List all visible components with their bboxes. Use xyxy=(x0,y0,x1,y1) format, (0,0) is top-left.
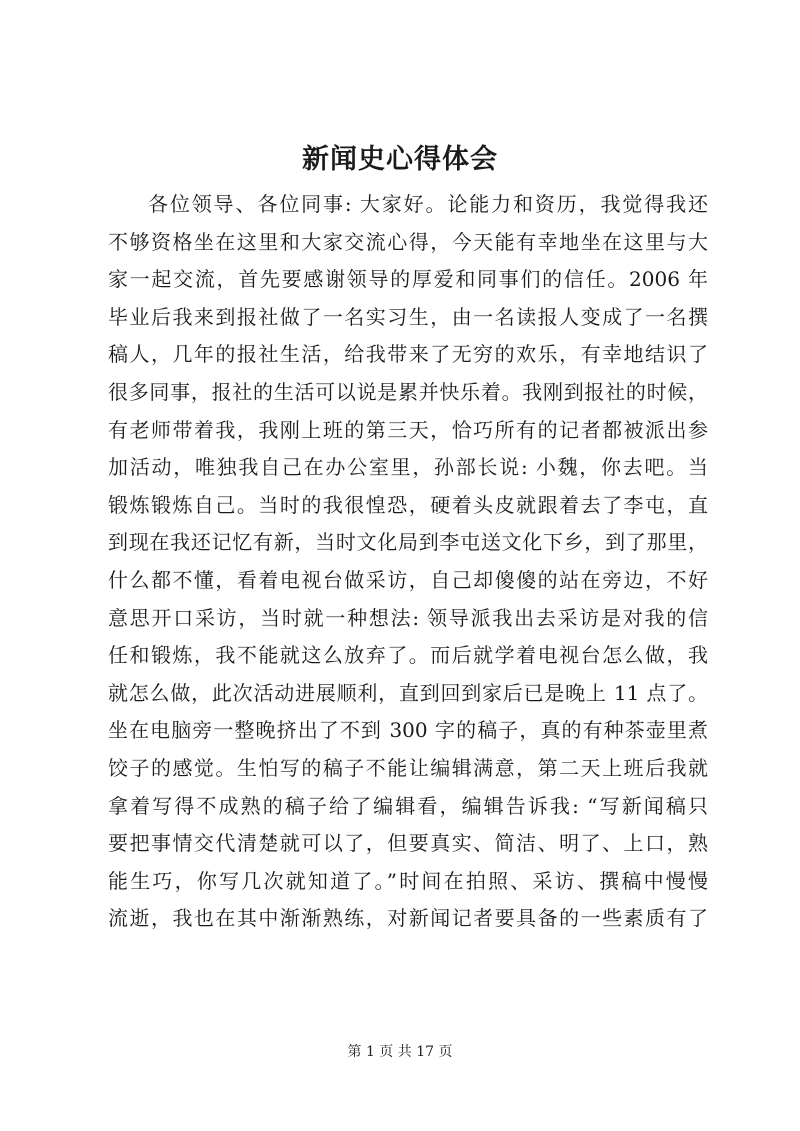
body-line: 稿人，几年的报社生活，给我带来了无穷的欢乐，有幸地结识了 xyxy=(108,342,708,367)
body-line: 就怎么做，此次活动进展顺利，直到回到家后已是晚上 11 点了。 xyxy=(108,680,708,705)
body-line: 任和锻炼，我不能就这么放弃了。而后就学着电视台怎么做，我 xyxy=(108,643,708,668)
document-body xyxy=(108,186,708,938)
body-line: 很多同事，报社的生活可以说是累并快乐着。我刚到报社的时候， xyxy=(108,379,708,404)
body-line: 意思开口采访，当时就一种想法: 领导派我出去采访是对我的信 xyxy=(108,605,708,630)
body-line: 加活动，唯独我自己在办公室里，孙部长说: 小魏，你去吧。当 xyxy=(108,455,708,480)
body-line: 不够资格坐在这里和大家交流心得，今天能有幸地坐在这里与大 xyxy=(108,229,708,254)
body-line: 要把事情交代清楚就可以了，但要真实、简洁、明了、上口，熟 xyxy=(108,831,708,856)
body-line: 流逝，我也在其中渐渐熟练，对新闻记者要具备的一些素质有了 xyxy=(108,906,708,931)
body-line: 有老师带着我，我刚上班的第三天，恰巧所有的记者都被派出参 xyxy=(108,417,708,442)
document-title: 新闻史心得体会 xyxy=(302,144,498,175)
body-line: 拿着写得不成熟的稿子给了编辑看，编辑告诉我: “写新闻稿只 xyxy=(108,793,708,818)
body-line: 锻炼锻炼自己。当时的我很惶恐，硬着头皮就跟着去了李屯，直 xyxy=(108,492,708,517)
body-line: 家一起交流，首先要感谢领导的厚爱和同事们的信任。2006 年 xyxy=(108,267,708,292)
body-line: 饺子的感觉。生怕写的稿子不能让编辑满意，第二天上班后我就 xyxy=(108,755,708,780)
body-line: 各位领导、各位同事: 大家好。论能力和资历，我觉得我还 xyxy=(148,192,708,216)
body-line: 能生巧，你写几次就知道了。”时间在拍照、采访、撰稿中慢慢 xyxy=(108,868,708,893)
page-footer: 第 1 页 共 17 页 xyxy=(347,1044,453,1060)
body-line: 什么都不懂，看着电视台做采访，自己却傻傻的站在旁边，不好 xyxy=(108,567,708,592)
body-line: 到现在我还记忆有新，当时文化局到李屯送文化下乡，到了那里， xyxy=(108,530,708,555)
body-line: 坐在电脑旁一整晚挤出了不到 300 字的稿子，真的有种茶壶里煮 xyxy=(108,718,708,743)
body-line: 毕业后我来到报社做了一名实习生，由一名读报人变成了一名撰 xyxy=(108,304,708,329)
